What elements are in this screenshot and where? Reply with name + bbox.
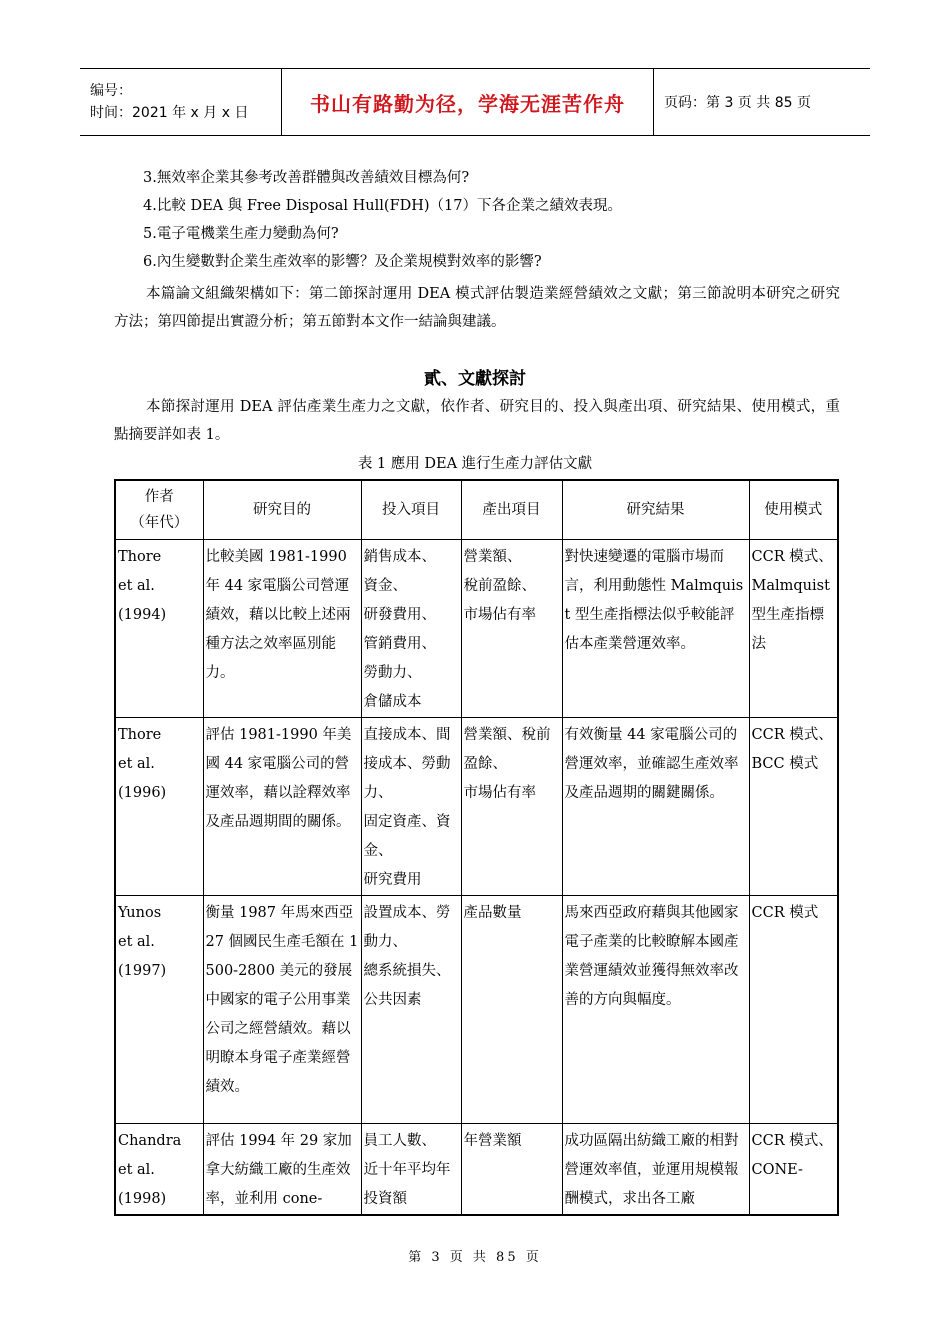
cell-inputs: 員工人數、 近十年平均年投資額: [361, 1124, 461, 1216]
cell-results: 有效衡量 44 家電腦公司的營運效率，並確認生產效率及產品週期的關鍵關係。: [562, 718, 749, 896]
table-header-row: [115, 480, 838, 540]
page-header: [80, 68, 870, 136]
question-4: 4.比較 DEA 與 Free Disposal Hull(FDH)（17）下各企業之績效表現。: [143, 198, 623, 214]
cell-results: 成功區隔出紡織工廠的相對營運效率值，並運用規模報酬模式，求出各工廠: [562, 1124, 749, 1216]
header-motto: 书山有路勤为径，学海无涯苦作舟: [310, 91, 625, 116]
cell-model: CCR 模式、 BCC 模式: [749, 718, 838, 896]
cell-results: 馬來西亞政府藉與其他國家電子產業的比較瞭解本國產業營運績效並獲得無效率改善的方向與幅度。: [562, 896, 749, 1124]
cell-model: CCR 模式、Malmquist 型生產指標法: [749, 540, 838, 718]
literature-table: [114, 479, 839, 1216]
cell-inputs: 銷售成本、 資金、 研發費用、 管銷費用、 勞動力、 倉儲成本: [361, 540, 461, 718]
header-page-number: 页码：第 3 页 共 85 页: [664, 95, 811, 111]
cell-inputs: 直接成本、間接成本、勞動力、 固定資產、資金、 研究費用: [361, 718, 461, 896]
section-intro-paragraph: 本節探討運用 DEA 評估產業生產力之文獻，依作者、研究目的、投入與產出項、研究結果、使用模式，重點摘要詳如表 1。: [114, 399, 840, 443]
cell-purpose: 評估 1981-1990 年美國 44 家電腦公司的營運效率，藉以詮釋效率及產品週期間的關係。: [203, 718, 361, 896]
question-3: 3.無效率企業其參考改善群體與改善績效目標為何?: [143, 170, 470, 186]
cell-results: 對快速變遷的電腦市場而言，利用動態性 Malmquist 型生產指標法似乎較能評估本產業營運效率。: [562, 540, 749, 718]
document-number-label: 编号：: [90, 83, 132, 99]
cell-outputs: 營業額、 稅前盈餘、 市場佔有率: [461, 540, 562, 718]
header-purpose: 研究目的: [203, 480, 361, 540]
cell-inputs: 設置成本、勞動力、 總系統損失、 公共因素: [361, 896, 461, 1124]
header-motto-cell: [282, 69, 654, 135]
cell-outputs: 營業額、稅前盈餘、 市場佔有率: [461, 718, 562, 896]
header-model: 使用模式: [749, 480, 838, 540]
table-row: [115, 540, 838, 718]
structure-paragraph: 本篇論文組織架構如下：第二節探討運用 DEA 模式評估製造業經營績效之文獻；第三節說明本研究之研究方法；第四節提出實證分析；第五節對本文作一結論與建議。: [114, 286, 840, 330]
cell-outputs: 年營業額: [461, 1124, 562, 1216]
cell-author: Thore et al. (1996): [115, 718, 203, 896]
cell-purpose: 比較美國 1981-1990 年 44 家電腦公司營運績效，藉以比較上述兩種方法之效率區別能力。: [203, 540, 361, 718]
header-outputs: 產出項目: [461, 480, 562, 540]
header-page-cell: [654, 69, 870, 135]
cell-model: CCR 模式: [749, 896, 838, 1124]
header-results: 研究結果: [562, 480, 749, 540]
cell-purpose: 衡量 1987 年馬來西亞 27 個國民生產毛額在 1500-2800 美元的發展中國家的電子公用事業公司之經營績效。藉以明瞭本身電子產業經營績效。: [203, 896, 361, 1124]
header-inputs: 投入項目: [361, 480, 461, 540]
cell-purpose: 評估 1994 年 29 家加拿大紡織工廠的生產效率，並利用 cone-: [203, 1124, 361, 1216]
question-5: 5.電子電機業生產力變動為何?: [143, 226, 339, 242]
document-date-label: 时间：2021 年 x 月 x 日: [90, 105, 249, 121]
cell-author: Thore et al. (1994): [115, 540, 203, 718]
table-row: [115, 1124, 838, 1216]
cell-model: CCR 模式、 CONE-: [749, 1124, 838, 1216]
page-footer: 第 3 页 共 85 页: [408, 1250, 542, 1265]
table-row: [115, 718, 838, 896]
header-meta: [80, 69, 282, 135]
header-author: 作者 （年代）: [115, 480, 203, 540]
question-6: 6.內生變數對企業生產效率的影響？及企業規模對效率的影響?: [143, 254, 542, 270]
cell-author: Chandra et al. (1998): [115, 1124, 203, 1216]
table-row: [115, 896, 838, 1124]
table-caption: 表 1 應用 DEA 進行生產力評估文獻: [357, 456, 593, 472]
cell-outputs: 產品數量: [461, 896, 562, 1124]
cell-author: Yunos et al. (1997): [115, 896, 203, 1124]
section-title: 貳、文獻探討: [424, 369, 526, 389]
